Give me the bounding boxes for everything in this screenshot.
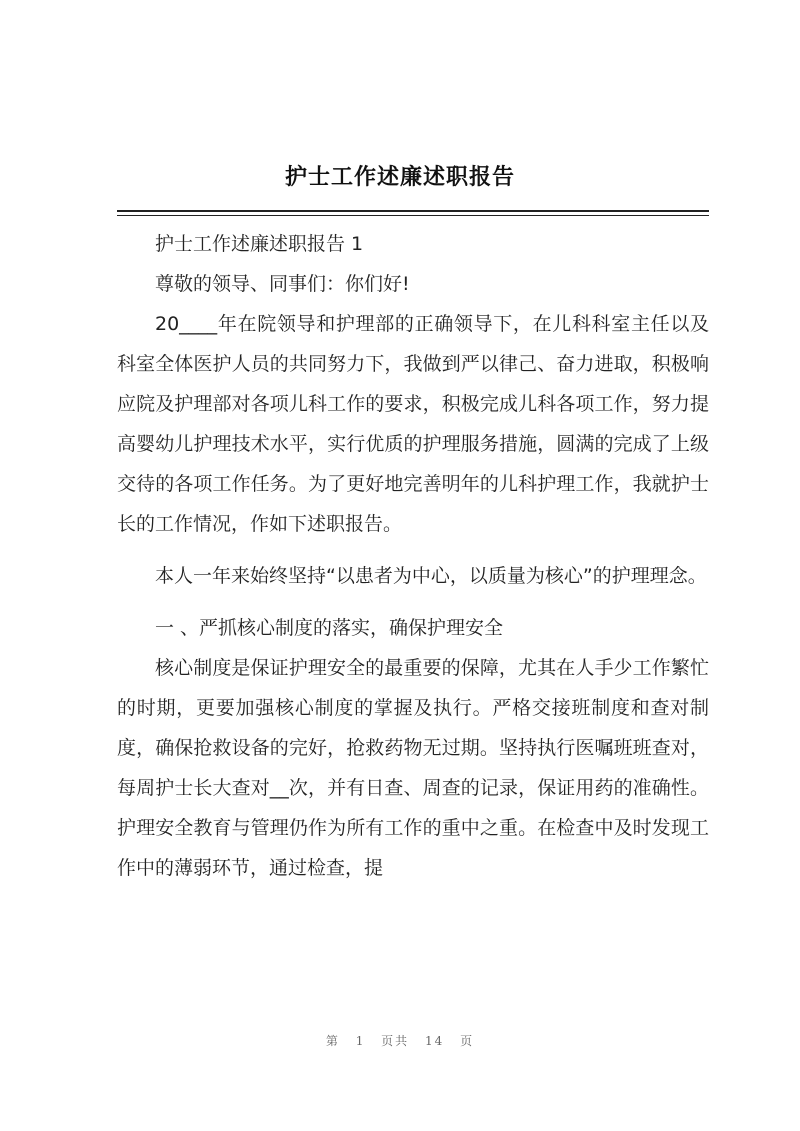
footer-page-suffix: 页 — [460, 1034, 475, 1048]
document-title: 护士工作述廉述职报告 — [284, 164, 515, 190]
paragraph-philosophy: 本人一年来始终坚持“以患者为中心，以质量为核心”的护理理念。 — [155, 565, 707, 587]
footer-page-mid: 页共 — [381, 1034, 410, 1048]
page-footer — [0, 1032, 800, 1049]
footer-total-pages: 14 — [425, 1034, 445, 1048]
salutation: 尊敬的领导、同事们：你们好! — [155, 273, 410, 295]
footer-page-number: 1 — [355, 1034, 366, 1048]
document-body — [117, 224, 709, 888]
title-rule-thick — [117, 210, 709, 212]
paragraph-intro: 20____年在院领导和护理部的正确领导下，在儿科科室主任以及科室全体医护人员的共同努力下，我做到严以律己、奋力进取，积极响应院及护理部对各项儿科工作的要求，积极完成儿科各项工作，努力提高婴幼儿护理技术水平，实行优质的护理服务措施，圆满的完成了上级交待的各项工作任务。为了更好地完善明年的儿科护理工作，我就护士长的工作情况，作如下述职报告。 — [117, 313, 709, 535]
paragraph-core-system: 核心制度是保证护理安全的最重要的保障，尤其在人手少工作繁忙的时期，更要加强核心制度的掌握及执行。严格交接班制度和查对制度，确保抢救设备的完好，抢救药物无过期。坚持执行医嘱班班查对，每周护士长大查对__次，并有日查、周查的记录，保证用药的准确性。护理安全教育与管理仍作为所有工作的重中之重。在检查中及时发现工作中的薄弱环节，通过检查，提 — [117, 657, 709, 879]
footer-page-prefix: 第 — [325, 1034, 340, 1048]
section-heading: 护士工作述廉述职报告 1 — [155, 233, 364, 255]
subsection-heading: 一 、严抓核心制度的落实，确保护理安全 — [155, 617, 504, 639]
title-rule-thin — [117, 215, 709, 216]
